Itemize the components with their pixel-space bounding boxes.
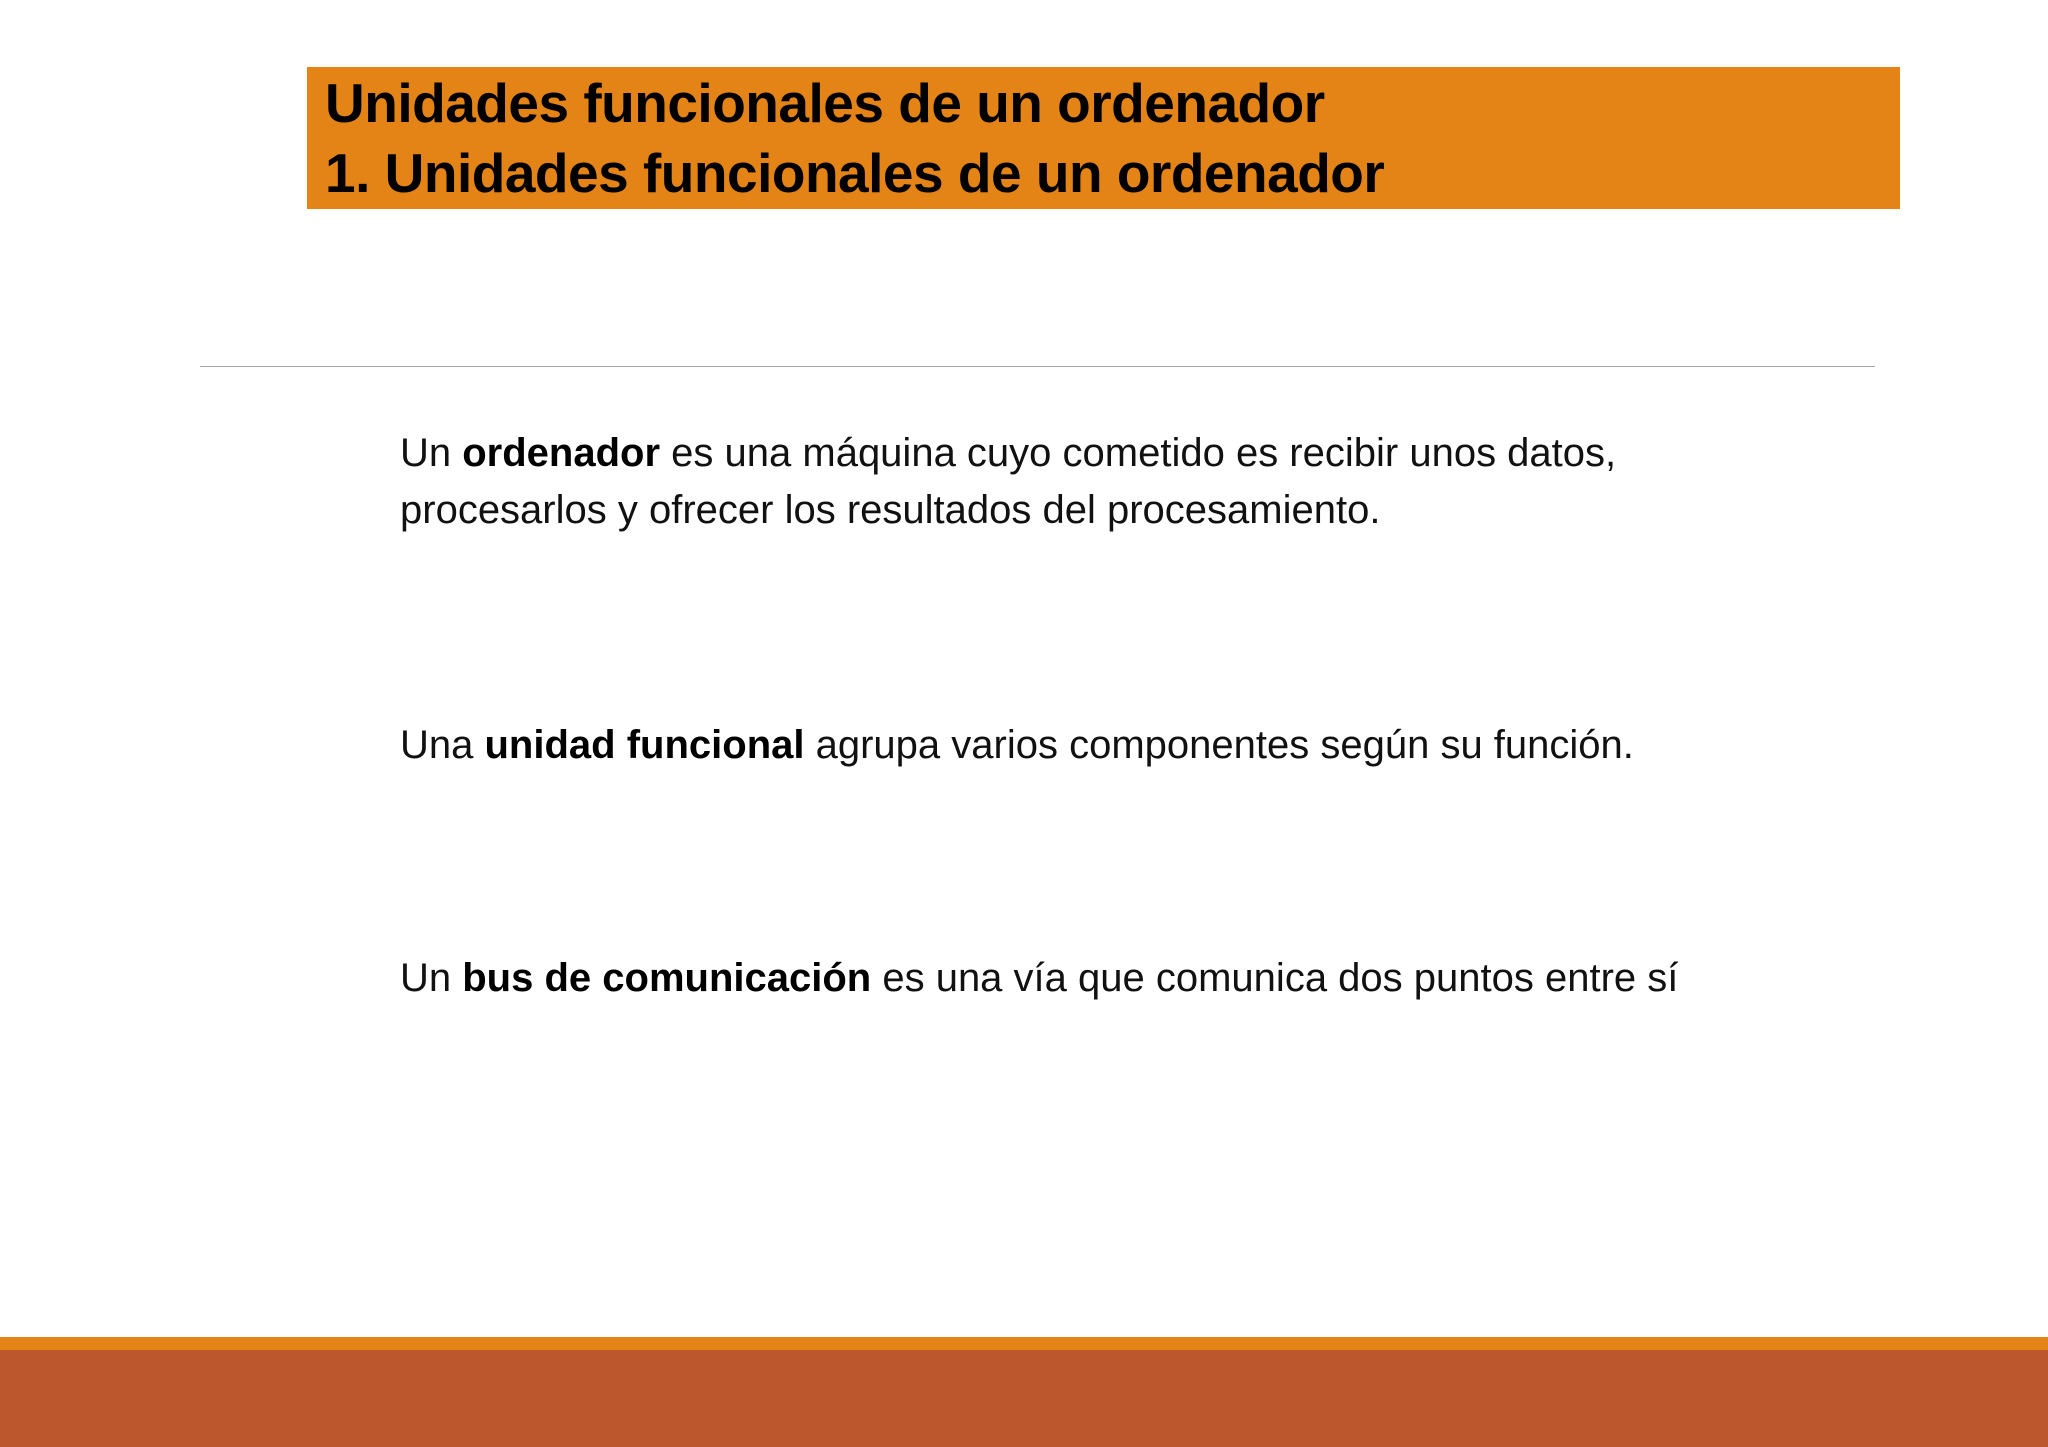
title-divider [200, 366, 1875, 367]
term-ordenador: ordenador [462, 431, 661, 475]
slide-title: Unidades funcionales de un ordenador [325, 72, 1325, 134]
definition-unidad-funcional [400, 717, 1820, 774]
slide-subtitle: 1. Unidades funcionales de un ordenador [325, 142, 1385, 204]
paragraph-lead: Un [400, 431, 463, 475]
paragraph-lead: Una [400, 723, 485, 767]
footer-bar [0, 1350, 2048, 1447]
title-banner [307, 67, 1900, 209]
definition-bus-de-comunicacion [400, 950, 1820, 1007]
term-unidad-funcional: unidad funcional [484, 723, 805, 767]
paragraph-body: es una máquina cuyo cometido es recibir unos datos, procesarlos y ofrecer los resultados del procesamiento. [400, 431, 1617, 532]
paragraph-body: es una vía que comunica dos puntos entre sí [871, 956, 1679, 1000]
footer-accent-stripe [0, 1337, 2048, 1350]
definition-ordenador [400, 425, 1820, 539]
paragraph-body: agrupa varios componentes según su función. [804, 723, 1634, 767]
term-bus-de-comunicacion: bus de comunicación [462, 956, 872, 1000]
paragraph-lead: Un [400, 956, 463, 1000]
